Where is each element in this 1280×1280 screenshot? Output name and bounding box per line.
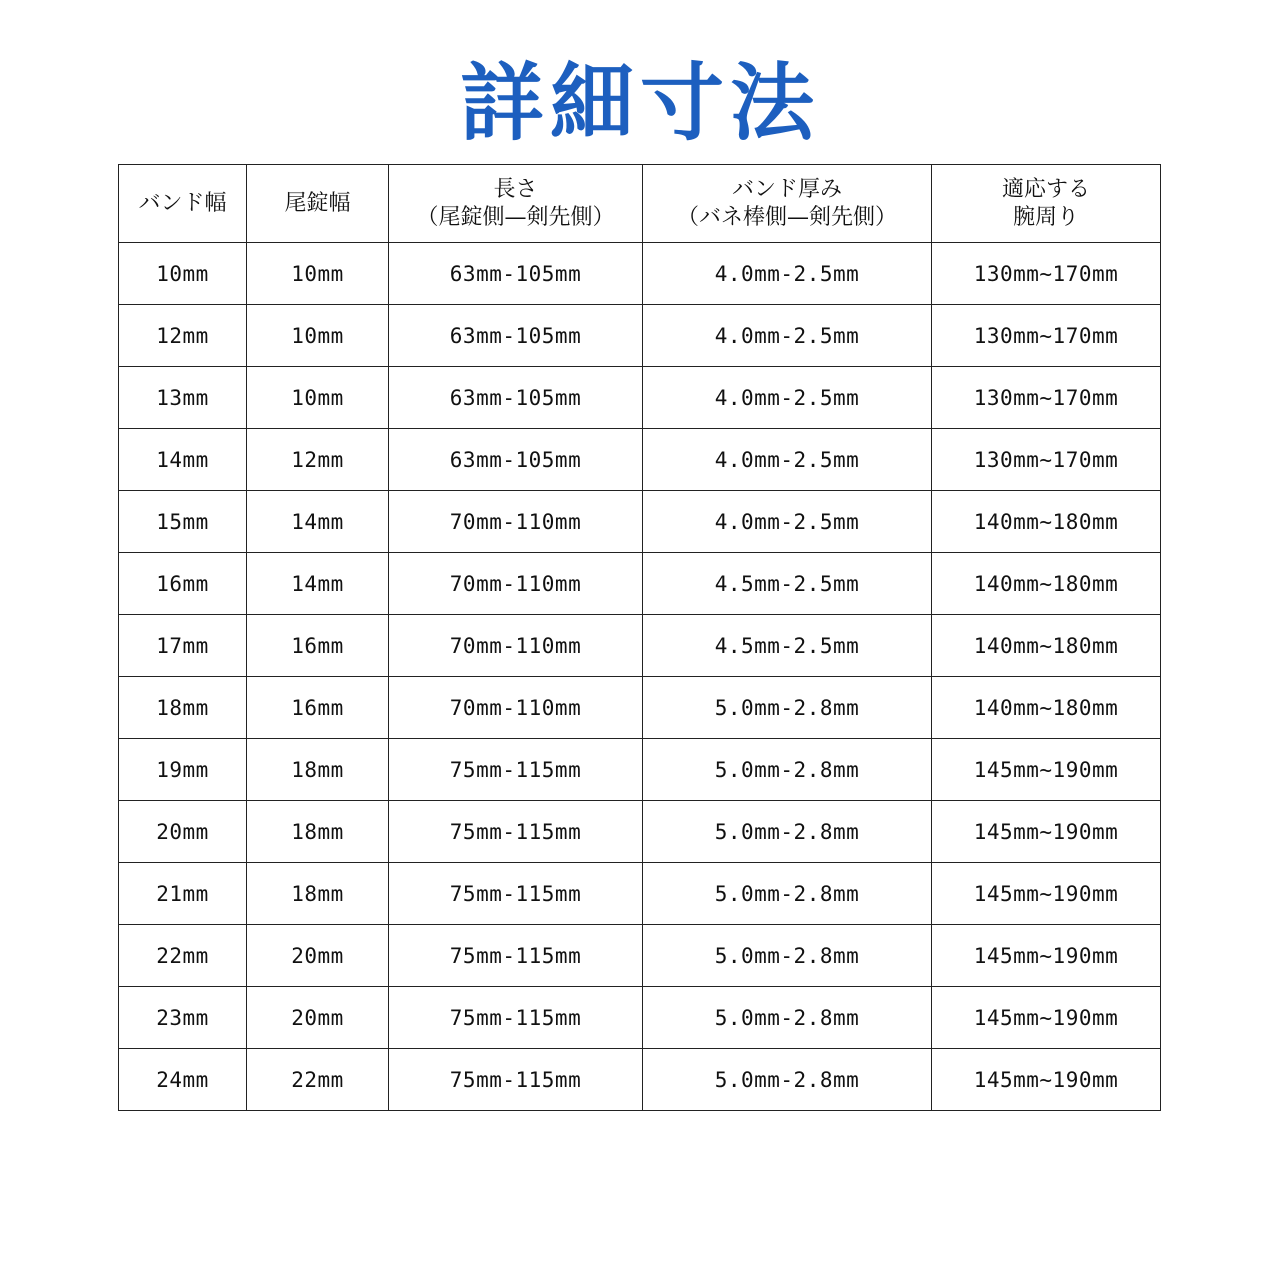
header-band-width bbox=[119, 165, 247, 243]
header-buckle-width bbox=[247, 165, 389, 243]
cell-wrist-size: 130mm~170mm bbox=[932, 243, 1161, 305]
cell-length: 75mm-115mm bbox=[389, 987, 643, 1049]
cell-wrist-size: 130mm~170mm bbox=[932, 305, 1161, 367]
cell-wrist-size: 145mm~190mm bbox=[932, 863, 1161, 925]
cell-buckle-width: 18mm bbox=[247, 739, 389, 801]
cell-band-width: 16mm bbox=[119, 553, 247, 615]
table-row bbox=[119, 863, 1161, 925]
cell-band-width: 20mm bbox=[119, 801, 247, 863]
table-row bbox=[119, 305, 1161, 367]
cell-length: 75mm-115mm bbox=[389, 801, 643, 863]
header-line: 腕周り bbox=[1012, 204, 1079, 230]
cell-band-width: 22mm bbox=[119, 925, 247, 987]
table-row bbox=[119, 367, 1161, 429]
table-body bbox=[119, 243, 1161, 1111]
table-row bbox=[119, 243, 1161, 305]
cell-length: 70mm-110mm bbox=[389, 491, 643, 553]
cell-band-thickness: 4.0mm-2.5mm bbox=[643, 491, 932, 553]
cell-band-width: 12mm bbox=[119, 305, 247, 367]
header-line: 適応する bbox=[1001, 176, 1090, 202]
table-row bbox=[119, 739, 1161, 801]
cell-buckle-width: 14mm bbox=[247, 553, 389, 615]
cell-band-thickness: 5.0mm-2.8mm bbox=[643, 739, 932, 801]
cell-band-thickness: 4.0mm-2.5mm bbox=[643, 305, 932, 367]
cell-buckle-width: 18mm bbox=[247, 863, 389, 925]
header-length bbox=[389, 165, 643, 243]
cell-band-thickness: 5.0mm-2.8mm bbox=[643, 1049, 932, 1111]
size-table bbox=[118, 164, 1161, 1111]
cell-band-thickness: 4.0mm-2.5mm bbox=[643, 429, 932, 491]
cell-buckle-width: 10mm bbox=[247, 305, 389, 367]
cell-band-thickness: 5.0mm-2.8mm bbox=[643, 925, 932, 987]
cell-band-width: 14mm bbox=[119, 429, 247, 491]
table-header-row bbox=[119, 165, 1161, 243]
cell-band-thickness: 4.0mm-2.5mm bbox=[643, 243, 932, 305]
cell-buckle-width: 20mm bbox=[247, 925, 389, 987]
table-row bbox=[119, 677, 1161, 739]
cell-buckle-width: 14mm bbox=[247, 491, 389, 553]
header-line: （尾錠側—剣先側） bbox=[416, 204, 615, 230]
cell-buckle-width: 20mm bbox=[247, 987, 389, 1049]
cell-length: 75mm-115mm bbox=[389, 925, 643, 987]
page-title: 詳細寸法 bbox=[459, 54, 820, 152]
cell-band-width: 23mm bbox=[119, 987, 247, 1049]
table-row bbox=[119, 987, 1161, 1049]
header-wrist-size bbox=[932, 165, 1161, 243]
cell-length: 63mm-105mm bbox=[389, 367, 643, 429]
cell-buckle-width: 22mm bbox=[247, 1049, 389, 1111]
cell-length: 75mm-115mm bbox=[389, 739, 643, 801]
cell-band-thickness: 4.0mm-2.5mm bbox=[643, 367, 932, 429]
cell-band-width: 13mm bbox=[119, 367, 247, 429]
table-row bbox=[119, 491, 1161, 553]
cell-length: 70mm-110mm bbox=[389, 553, 643, 615]
cell-length: 75mm-115mm bbox=[389, 863, 643, 925]
header-line: （バネ棒側—剣先側） bbox=[676, 204, 897, 230]
table-row bbox=[119, 925, 1161, 987]
cell-wrist-size: 145mm~190mm bbox=[932, 1049, 1161, 1111]
cell-buckle-width: 10mm bbox=[247, 243, 389, 305]
table-row bbox=[119, 615, 1161, 677]
cell-band-thickness: 4.5mm-2.5mm bbox=[643, 553, 932, 615]
cell-band-thickness: 4.5mm-2.5mm bbox=[643, 615, 932, 677]
cell-length: 70mm-110mm bbox=[389, 615, 643, 677]
header-line: 尾錠幅 bbox=[284, 190, 351, 216]
cell-band-thickness: 5.0mm-2.8mm bbox=[643, 863, 932, 925]
cell-band-width: 21mm bbox=[119, 863, 247, 925]
header-line: 長さ bbox=[493, 176, 538, 202]
cell-wrist-size: 130mm~170mm bbox=[932, 429, 1161, 491]
cell-wrist-size: 130mm~170mm bbox=[932, 367, 1161, 429]
table-row bbox=[119, 553, 1161, 615]
cell-wrist-size: 145mm~190mm bbox=[932, 739, 1161, 801]
cell-buckle-width: 10mm bbox=[247, 367, 389, 429]
header-line: バンド厚み bbox=[731, 176, 842, 202]
cell-band-width: 15mm bbox=[119, 491, 247, 553]
cell-band-width: 18mm bbox=[119, 677, 247, 739]
cell-buckle-width: 16mm bbox=[247, 615, 389, 677]
cell-length: 63mm-105mm bbox=[389, 429, 643, 491]
cell-wrist-size: 140mm~180mm bbox=[932, 615, 1161, 677]
cell-wrist-size: 140mm~180mm bbox=[932, 491, 1161, 553]
table-row bbox=[119, 1049, 1161, 1111]
cell-band-thickness: 5.0mm-2.8mm bbox=[643, 801, 932, 863]
cell-buckle-width: 12mm bbox=[247, 429, 389, 491]
header-band-thickness bbox=[643, 165, 932, 243]
cell-band-width: 24mm bbox=[119, 1049, 247, 1111]
cell-buckle-width: 18mm bbox=[247, 801, 389, 863]
cell-band-width: 10mm bbox=[119, 243, 247, 305]
cell-length: 75mm-115mm bbox=[389, 1049, 643, 1111]
cell-wrist-size: 140mm~180mm bbox=[932, 677, 1161, 739]
cell-band-thickness: 5.0mm-2.8mm bbox=[643, 987, 932, 1049]
cell-length: 63mm-105mm bbox=[389, 243, 643, 305]
header-line: バンド幅 bbox=[138, 190, 227, 216]
table-row bbox=[119, 801, 1161, 863]
cell-length: 70mm-110mm bbox=[389, 677, 643, 739]
cell-wrist-size: 140mm~180mm bbox=[932, 553, 1161, 615]
cell-wrist-size: 145mm~190mm bbox=[932, 987, 1161, 1049]
cell-band-width: 17mm bbox=[119, 615, 247, 677]
cell-buckle-width: 16mm bbox=[247, 677, 389, 739]
cell-band-width: 19mm bbox=[119, 739, 247, 801]
cell-band-thickness: 5.0mm-2.8mm bbox=[643, 677, 932, 739]
cell-wrist-size: 145mm~190mm bbox=[932, 925, 1161, 987]
cell-length: 63mm-105mm bbox=[389, 305, 643, 367]
cell-wrist-size: 145mm~190mm bbox=[932, 801, 1161, 863]
table-row bbox=[119, 429, 1161, 491]
